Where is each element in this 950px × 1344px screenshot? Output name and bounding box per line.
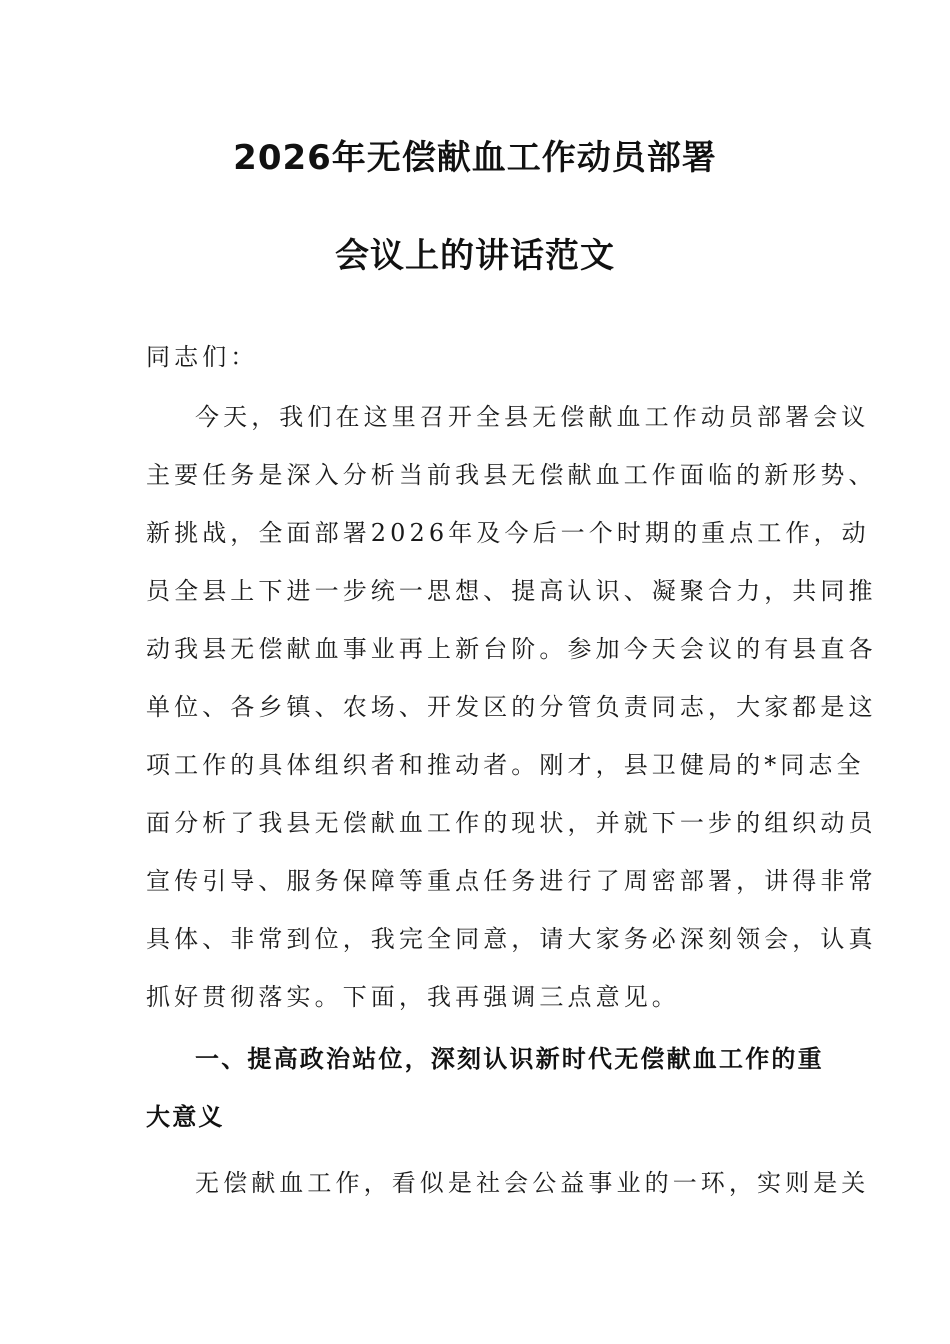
paragraph-line: 宣传引导、服务保障等重点任务进行了周密部署，讲得非常 [146,867,877,895]
section-heading-line: 一、提高政治站位，深刻认识新时代无偿献血工作的重 [195,1045,824,1073]
paragraph-line: 无偿献血工作，看似是社会公益事业的一环，实则是关 [195,1169,870,1197]
paragraph-line: 抓好贯彻落实。下面，我再强调三点意见。 [146,983,680,1011]
paragraph-line: 具体、非常到位，我完全同意，请大家务必深刻领会，认真 [146,925,877,953]
document-title-line-1: 2026年无偿献血工作动员部署 [233,138,717,178]
paragraph-line: 单位、各乡镇、农场、开发区的分管负责同志，大家都是这 [146,693,877,721]
paragraph-line: 面分析了我县无偿献血工作的现状，并就下一步的组织动员 [146,809,877,837]
paragraph-line: 项工作的具体组织者和推动者。刚才，县卫健局的*同志全 [146,751,865,779]
paragraph-line: 今天，我们在这里召开全县无偿献血工作动员部署会议 [195,403,870,431]
paragraph-line: 员全县上下进一步统一思想、提高认识、凝聚合力，共同推 [146,577,877,605]
paragraph-line: 新挑战，全面部署2026年及今后一个时期的重点工作，动 [146,519,870,547]
paragraph-line: 主要任务是深入分析当前我县无偿献血工作面临的新形势、 [146,461,877,489]
document-title-line-2: 会议上的讲话范文 [335,236,615,276]
section-heading-line: 大意义 [146,1103,225,1131]
salutation: 同志们： [146,343,259,371]
paragraph-line: 动我县无偿献血事业再上新台阶。参加今天会议的有县直各 [146,635,877,663]
